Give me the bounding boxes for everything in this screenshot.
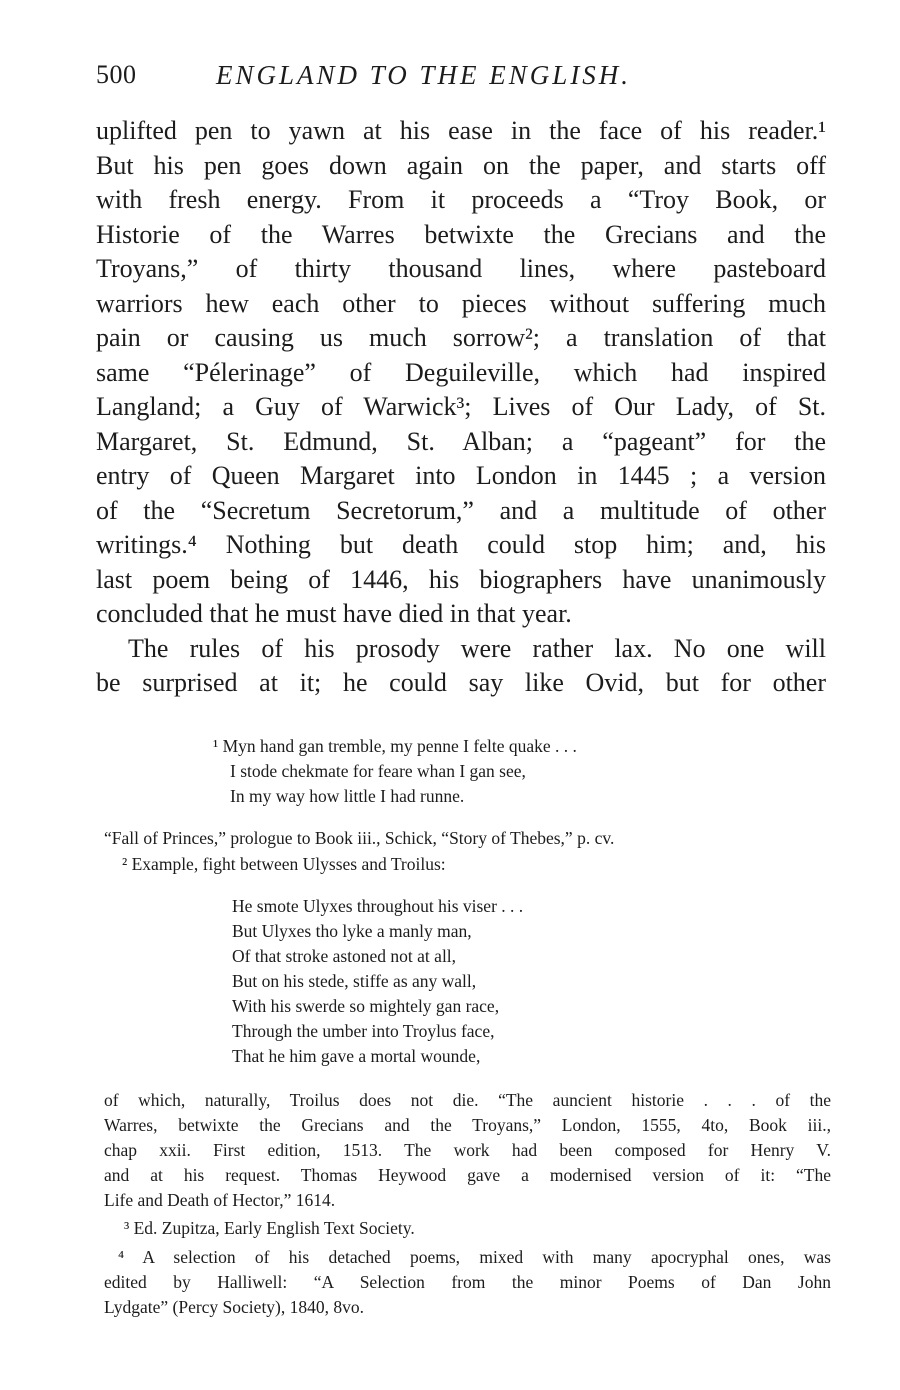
footnote-2-verse-line: But Ulyxes tho lyke a manly man, <box>232 921 472 941</box>
footnote-2-verse-line: He smote Ulyxes throughout his viser . . . <box>232 896 524 916</box>
body-line: Historie of the Warres betwixte the Grecians and the <box>96 219 826 249</box>
footnote-2-verse-line: But on his stede, stiffe as any wall, <box>232 971 477 991</box>
body-line: concluded that he must have died in that year. <box>96 599 572 628</box>
body-line: writings.⁴ Nothing but death could stop him; and, his <box>96 530 826 559</box>
footnote-2-text-line: Warres, betwixte the Grecians and the Troyans,” London, 1555, 4to, Book iii., <box>104 1115 831 1135</box>
footnote-4-line: ⁴ A selection of his detached poems, mixed with many apocryphal ones, was <box>118 1247 831 1267</box>
footnote-2-text-line: and at his request. Thomas Heywood gave a modernised version of it: “The <box>104 1165 831 1185</box>
body-line: Margaret, St. Edmund, St. Alban; a “pageant” for the <box>96 426 826 456</box>
footnote-4-line: Lydgate” (Percy Society), 1840, 8vo. <box>104 1297 365 1317</box>
footnote-2-verse-line: That he him gave a mortal wounde, <box>232 1046 481 1066</box>
footnote-4-line: edited by Halliwell: “A Selection from the minor Poems of Dan John <box>104 1272 831 1292</box>
body-line: Langland; a Guy of Warwick³; Lives of Our Lady, of St. <box>96 392 826 421</box>
footnote-3: ³ Ed. Zupitza, Early English Text Society. <box>124 1218 415 1238</box>
body-line: But his pen goes down again on the paper, and starts off <box>96 150 826 180</box>
page-header <box>96 60 826 100</box>
page-number: 500 <box>96 60 137 89</box>
footnote-1-verse-line: ¹ Myn hand gan tremble, my penne I felte quake . . . <box>213 736 577 756</box>
footnote-1-source: “Fall of Princes,” prologue to Book iii., Schick, “Story of Thebes,” p. cv. <box>104 828 615 848</box>
footnote-1-verse-line: I stode chekmate for feare whan I gan see, <box>230 761 526 781</box>
footnote-2-intro: ² Example, fight between Ulysses and Troilus: <box>122 854 446 874</box>
body-line: entry of Queen Margaret into London in 1445 ; a version <box>96 461 826 490</box>
footnote-2-verse-line: With his swerde so mightely gan race, <box>232 996 500 1016</box>
body-line: of the “Secretum Secretorum,” and a multitude of other <box>96 495 826 525</box>
body-line: uplifted pen to yawn at his ease in the face of his reader.¹ <box>96 116 826 145</box>
body-line: pain or causing us much sorrow²; a translation of that <box>96 323 826 352</box>
footnote-2-text-line: of which, naturally, Troilus does not die. “The auncient historie . . . of the <box>104 1090 831 1110</box>
footnote-1-verse-line: In my way how little I had runne. <box>230 786 465 806</box>
footnote-2-verse-line: Through the umber into Troylus face, <box>232 1021 495 1041</box>
body-line: Troyans,” of thirty thousand lines, where pasteboard <box>96 254 826 283</box>
body-line: with fresh energy. From it proceeds a “Troy Book, or <box>96 185 826 214</box>
body-line: be surprised at it; he could say like Ovid, but for other <box>96 668 826 697</box>
running-title: ENGLAND TO THE ENGLISH. <box>216 60 632 90</box>
body-line: same “Pélerinage” of Deguileville, which had inspired <box>96 357 826 387</box>
footnote-2-text-line: chap xxii. First edition, 1513. The work had been composed for Henry V. <box>104 1140 831 1160</box>
footnote-2-text-line: Life and Death of Hector,” 1614. <box>104 1190 336 1210</box>
paragraph-start-line: The rules of his prosody were rather lax. No one will <box>128 633 826 663</box>
body-line: last poem being of 1446, his biographers have unanimously <box>96 564 826 594</box>
body-line: warriors hew each other to pieces without suffering much <box>96 288 826 318</box>
footnote-2-verse-line: Of that stroke astoned not at all, <box>232 946 457 966</box>
